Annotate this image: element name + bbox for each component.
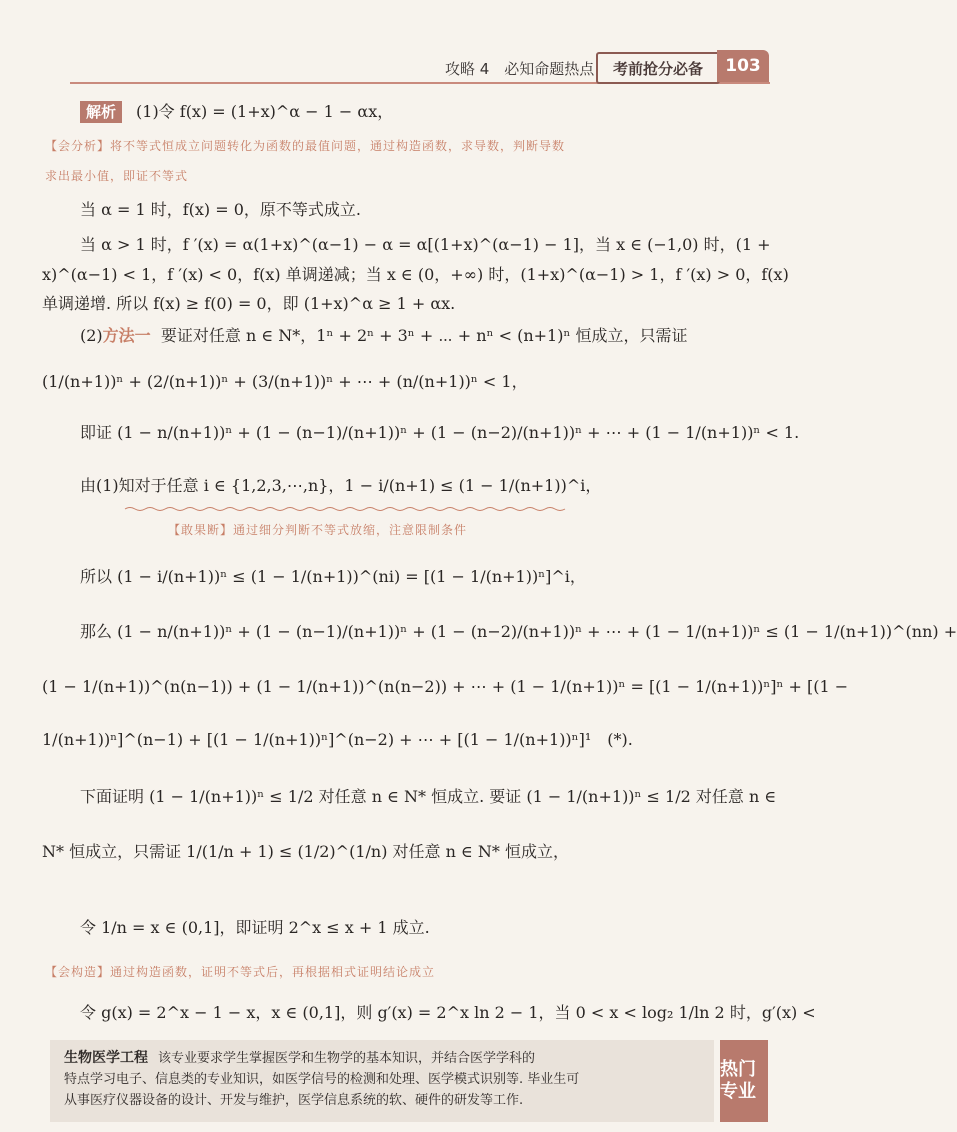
method1-text: 要证对任意 n ∈ N*，1ⁿ + 2ⁿ + 3ⁿ + ⋯ + nⁿ < (n+1)ⁿ 恒成立，只需证 (160, 326, 688, 345)
analysis-line-1 (80, 101, 393, 123)
proof-line-m12: 令 g(x) = 2^x − 1 − x，x ∈ (0,1]，则 g′(x) = 2^x ln 2 − 1，当 0 < x < log₂ 1/ln 2 时，g′(x) < (80, 1003, 816, 1022)
method1-line (80, 326, 687, 346)
proof-line-l1: 当 α = 1 时，f(x) = 0，原不等式成立. (80, 200, 362, 219)
side-tab: 热门专业 (720, 1040, 768, 1122)
note-construct: 【会构造】通过构造函数，证明不等式后，再根据相式证明结论成立 (45, 965, 436, 979)
proof-line-l4: 单调递增. 所以 f(x) ≥ f(0) = 0，即 (1+x)^α ≥ 1 + αx. (42, 294, 456, 313)
proof-line-m6: 那么 (1 − n/(n+1))ⁿ + (1 − (n−1)/(n+1))ⁿ + (1 − (n−2)/(n+1))ⁿ + ⋯ + (1 − 1/(n+1))ⁿ ≤ (1 − 1/(n+1))^(nn) + (80, 622, 957, 641)
series-box: 考前抢分必备 (596, 52, 720, 84)
note-analysis-a: 【会分析】将不等式恒成立问题转化为函数的最值问题，通过构造函数，求导数，判断导数 (45, 139, 566, 153)
proof-line-m3: 即证 (1 − n/(n+1))ⁿ + (1 − (n−1)/(n+1))ⁿ + (1 − (n−2)/(n+1))ⁿ + ⋯ + (1 − 1/(n+1))ⁿ < 1. (80, 423, 800, 442)
proof-line-m10: N* 恒成立，只需证 1/(1/n + 1) ≤ (1/2)^(1/n) 对任意 n ∈ N* 恒成立， (42, 842, 570, 861)
page-number: 103 (717, 50, 769, 82)
part1-intro: (1)令 f(x) = (1+x)^α − 1 − αx， (136, 102, 394, 121)
proof-line-m5: 所以 (1 − i/(n+1))ⁿ ≤ (1 − 1/(n+1))^(ni) = [(1 − 1/(n+1))ⁿ]^i， (80, 567, 586, 586)
note-analysis-b: 求出最小值，即证不等式 (45, 169, 189, 183)
wavy-underline (125, 506, 565, 512)
proof-line-m7: (1 − 1/(n+1))^(n(n−1)) + (1 − 1/(n+1))^(n(n−2)) + ⋯ + (1 − 1/(n+1))ⁿ = [(1 − 1/(n+1))ⁿ]ⁿ + [(1 − (42, 677, 849, 696)
footer-row-1 (64, 1048, 700, 1069)
proof-line-m9: 下面证明 (1 − 1/(n+1))ⁿ ≤ 1/2 对任意 n ∈ N* 恒成立. 要证 (1 − 1/(n+1))ⁿ ≤ 1/2 对任意 n ∈ (80, 787, 777, 806)
proof-line-m8: 1/(n+1))ⁿ]^(n−1) + [(1 − 1/(n+1))ⁿ]^(n−2) + ⋯ + [(1 − 1/(n+1))ⁿ]¹ (*). (42, 730, 633, 749)
proof-line-l2: 当 α > 1 时，f ′(x) = α(1+x)^(α−1) − α = α[(1+x)^(α−1) − 1]，当 x ∈ (−1,0) 时，(1 + (80, 235, 771, 254)
part2-label: (2) (80, 326, 103, 345)
footer-text-3: 从事医疗仪器设备的设计、开发与维护，医学信息系统的软、硬件的研发等工作. (64, 1093, 524, 1108)
header-section: 攻略 4 必知命题热点 (445, 60, 595, 78)
proof-line-m4: 由(1)知对于任意 i ∈ {1,2,3,⋯,n}，1 − i/(n+1) ≤ (1 − 1/(n+1))^i， (80, 476, 602, 495)
footer-title: 生物医学工程 (64, 1050, 148, 1066)
footer-panel (50, 1040, 714, 1122)
footer-text-2: 特点学习电子、信息类的专业知识，如医学信号的检测和处理、医学模式识别等. 毕业生可 (64, 1072, 580, 1087)
footer-text-1: 该专业要求学生掌握医学和生物学的基本知识，并结合医学学科的 (158, 1051, 536, 1066)
proof-line-m2: (1/(n+1))ⁿ + (2/(n+1))ⁿ + (3/(n+1))ⁿ + ⋯ + (n/(n+1))ⁿ < 1， (42, 372, 528, 391)
analysis-tag: 解析 (80, 101, 122, 123)
proof-line-m11: 令 1/n = x ∈ (0,1]，即证明 2^x ≤ x + 1 成立. (80, 918, 430, 937)
method1-label: 方法一 (102, 326, 151, 345)
note-judgement: 【敢果断】通过细分判断不等式放缩，注意限制条件 (168, 523, 468, 537)
proof-line-l3: x)^(α−1) < 1，f ′(x) < 0，f(x) 单调递减；当 x ∈ (0，+∞) 时，(1+x)^(α−1) > 1，f ′(x) > 0，f(x) (42, 265, 789, 284)
